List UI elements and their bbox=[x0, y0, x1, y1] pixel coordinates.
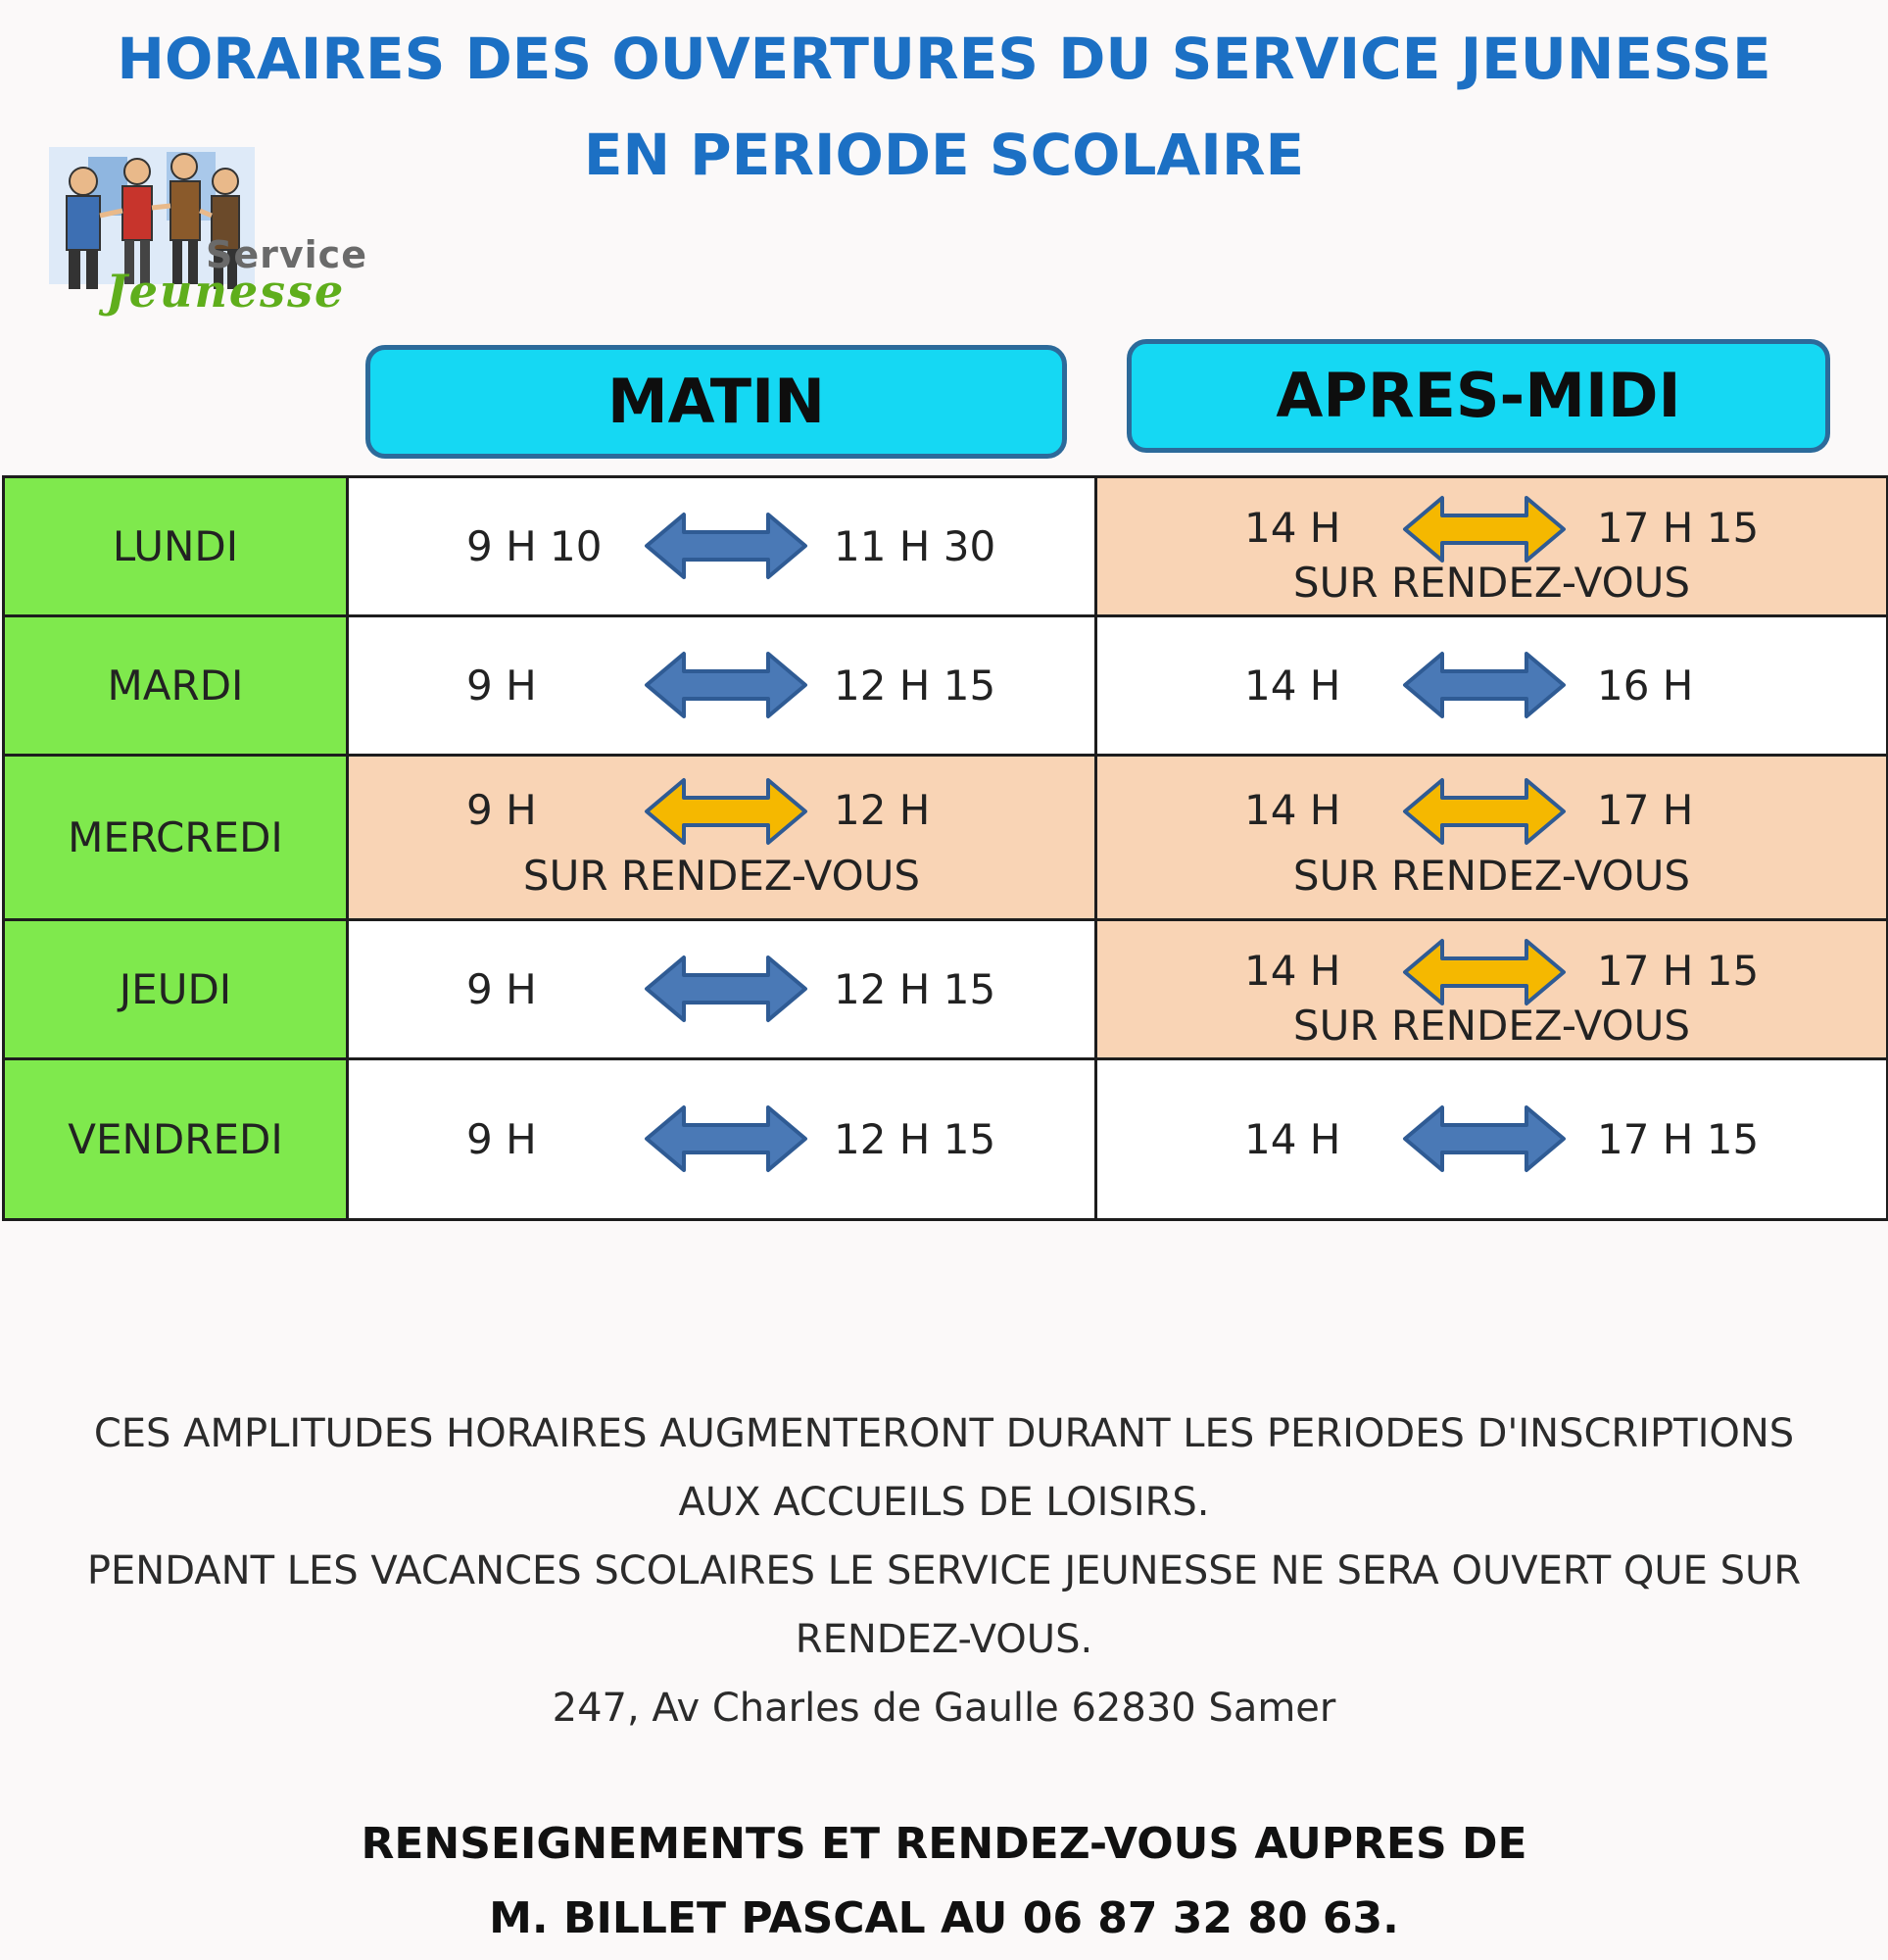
morning-end-time: 12 H 15 bbox=[834, 965, 996, 1013]
day-cell bbox=[4, 616, 348, 756]
afternoon-slot-cell bbox=[1096, 1059, 1888, 1220]
day-label: MERCREDI bbox=[68, 813, 283, 861]
double-arrow-orange-icon bbox=[643, 776, 809, 857]
morning-end-time: 11 H 30 bbox=[834, 522, 996, 570]
double-arrow-blue-icon bbox=[643, 954, 809, 1034]
afternoon-start-time: 14 H bbox=[1244, 503, 1341, 552]
footer-contact-1: RENSEIGNEMENTS ET RENDEZ-VOUS AUPRES DE bbox=[361, 1819, 1527, 1869]
day-cell bbox=[4, 1059, 348, 1220]
footer-line-4: RENDEZ-VOUS. bbox=[795, 1617, 1093, 1662]
double-arrow-blue-icon bbox=[1401, 650, 1568, 730]
afternoon-start-time: 14 H bbox=[1244, 1115, 1341, 1163]
footer-line-3: PENDANT LES VACANCES SCOLAIRES LE SERVICE JEUNESSE NE SERA OUVERT QUE SUR bbox=[86, 1548, 1802, 1593]
afternoon-slot-cell bbox=[1096, 477, 1888, 616]
day-cell bbox=[4, 920, 348, 1059]
afternoon-slot-cell bbox=[1096, 920, 1888, 1059]
morning-start-time: 9 H bbox=[466, 786, 537, 835]
schedule-row bbox=[4, 477, 1888, 616]
day-label: LUNDI bbox=[112, 522, 239, 570]
day-cell bbox=[4, 477, 348, 616]
morning-end-time: 12 H bbox=[834, 786, 931, 835]
afternoon-end-time: 17 H 15 bbox=[1597, 503, 1760, 552]
double-arrow-blue-icon bbox=[1401, 1103, 1568, 1184]
schedule-row bbox=[4, 920, 1888, 1059]
afternoon-appointment-note: SUR RENDEZ-VOUS bbox=[1292, 1002, 1691, 1051]
morning-appointment-note: SUR RENDEZ-VOUS bbox=[522, 852, 921, 901]
afternoon-appointment-note: SUR RENDEZ-VOUS bbox=[1292, 559, 1691, 608]
schedule-row bbox=[4, 1059, 1888, 1220]
schedule-row bbox=[4, 756, 1888, 920]
header-matin: MATIN bbox=[365, 345, 1067, 459]
morning-start-time: 9 H bbox=[466, 1115, 537, 1163]
afternoon-end-time: 17 H 15 bbox=[1597, 1115, 1760, 1163]
afternoon-end-time: 17 H bbox=[1597, 786, 1694, 835]
day-label: VENDREDI bbox=[68, 1115, 283, 1163]
afternoon-end-time: 16 H bbox=[1597, 662, 1694, 710]
day-label: MARDI bbox=[107, 662, 244, 710]
afternoon-start-time: 14 H bbox=[1244, 946, 1341, 995]
logo-word-service: Service bbox=[206, 233, 367, 276]
footer-line-1: CES AMPLITUDES HORAIRES AUGMENTERONT DURANT LES PERIODES D'INSCRIPTIONS bbox=[93, 1411, 1795, 1456]
day-cell bbox=[4, 756, 348, 920]
logo-word-jeunesse: Jeunesse bbox=[106, 265, 346, 318]
afternoon-slot-cell bbox=[1096, 756, 1888, 920]
footer-line-2: AUX ACCUEILS DE LOISIRS. bbox=[678, 1480, 1210, 1525]
footer-contact-2: M. BILLET PASCAL AU 06 87 32 80 63. bbox=[489, 1893, 1399, 1943]
afternoon-slot-cell bbox=[1096, 616, 1888, 756]
morning-start-time: 9 H bbox=[466, 662, 537, 710]
morning-slot-cell bbox=[348, 1059, 1096, 1220]
morning-slot-cell bbox=[348, 756, 1096, 920]
double-arrow-blue-icon bbox=[643, 650, 809, 730]
morning-slot-cell bbox=[348, 477, 1096, 616]
morning-slot-cell bbox=[348, 616, 1096, 756]
day-label: JEUDI bbox=[119, 965, 232, 1013]
page-title-line2: EN PERIODE SCOLAIRE bbox=[583, 122, 1305, 188]
double-arrow-blue-icon bbox=[643, 511, 809, 591]
afternoon-appointment-note: SUR RENDEZ-VOUS bbox=[1292, 852, 1691, 901]
morning-start-time: 9 H bbox=[466, 965, 537, 1013]
morning-end-time: 12 H 15 bbox=[834, 662, 996, 710]
double-arrow-blue-icon bbox=[643, 1103, 809, 1184]
schedule-row bbox=[4, 616, 1888, 756]
morning-start-time: 9 H 10 bbox=[466, 522, 603, 570]
afternoon-start-time: 14 H bbox=[1244, 786, 1341, 835]
header-apres-midi: APRES-MIDI bbox=[1127, 339, 1830, 453]
double-arrow-orange-icon bbox=[1401, 776, 1568, 857]
afternoon-start-time: 14 H bbox=[1244, 662, 1341, 710]
schedule-table bbox=[2, 475, 1888, 1221]
page-title-line1: HORAIRES DES OUVERTURES DU SERVICE JEUNESSE bbox=[117, 25, 1771, 92]
morning-slot-cell bbox=[348, 920, 1096, 1059]
morning-end-time: 12 H 15 bbox=[834, 1115, 996, 1163]
afternoon-end-time: 17 H 15 bbox=[1597, 946, 1760, 995]
footer-address: 247, Av Charles de Gaulle 62830 Samer bbox=[552, 1686, 1336, 1731]
